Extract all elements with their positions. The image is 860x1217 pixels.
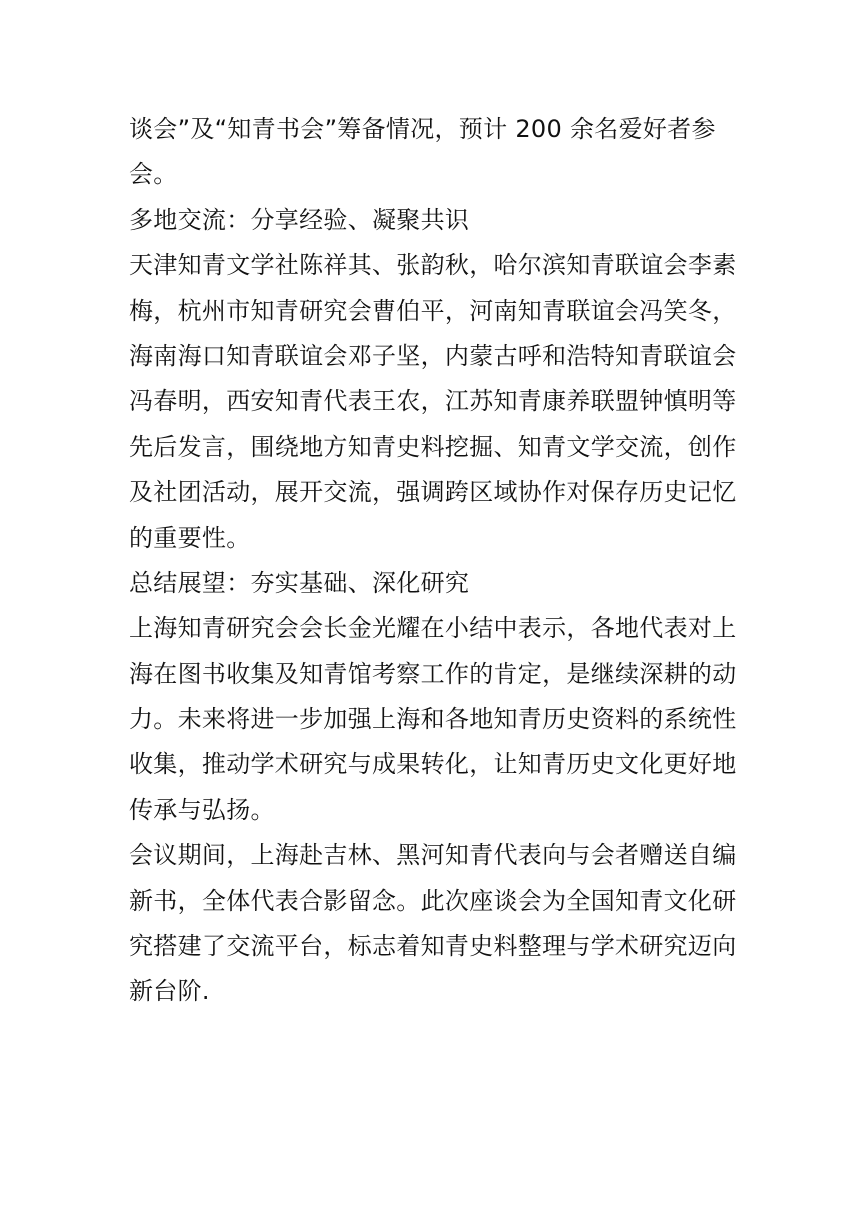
intro-line: 谈会”及“知青书会”筹备情况，预计 200 余名爱好者参 bbox=[129, 115, 716, 143]
paragraph-line: 天津知青文学社陈祥其、张韵秋，哈尔滨知青联谊会李素 bbox=[129, 251, 737, 280]
intro-line: 会。 bbox=[129, 160, 178, 189]
section-heading-outlook: 总结展望：夯实基础、深化研究 bbox=[129, 568, 470, 597]
paragraph-line: 上海知青研究会会长金光耀在小结中表示，各地代表对上 bbox=[129, 614, 737, 643]
closing-line: 会议期间，上海赴吉林、黑河知青代表向与会者赠送自编 bbox=[129, 841, 737, 870]
closing-line: 新书，全体代表合影留念。此次座谈会为全国知青文化研 bbox=[129, 886, 737, 915]
paragraph-line: 及社团活动，展开交流，强调跨区域协作对保存历史记忆 bbox=[129, 478, 737, 507]
paragraph-line: 梅，杭州市知青研究会曹伯平，河南知青联谊会冯笑冬， bbox=[129, 296, 737, 325]
paragraph-line: 收集，推动学术研究与成果转化，让知青历史文化更好地 bbox=[129, 750, 737, 779]
paragraph-line: 的重要性。 bbox=[129, 523, 251, 552]
paragraph-line: 先后发言，围绕地方知青史料挖掘、知青文学交流，创作 bbox=[129, 432, 737, 461]
section-heading-exchange: 多地交流：分享经验、凝聚共识 bbox=[129, 205, 470, 234]
paragraph-line: 力。未来将进一步加强上海和各地知青历史资料的系统性 bbox=[129, 705, 737, 734]
closing-line: 究搭建了交流平台，标志着知青史料整理与学术研究迈向 bbox=[129, 932, 737, 961]
article-body bbox=[129, 107, 737, 1015]
paragraph-line: 海南海口知青联谊会邓子坚，内蒙古呼和浩特知青联谊会 bbox=[129, 341, 737, 370]
paragraph-line: 传承与弘扬。 bbox=[129, 795, 275, 824]
paragraph-line: 海在图书收集及知青馆考察工作的肯定，是继续深耕的动 bbox=[129, 659, 737, 688]
closing-line: 新台阶. bbox=[129, 977, 210, 1006]
paragraph-line: 冯春明，西安知青代表王农，江苏知青康养联盟钟慎明等 bbox=[129, 387, 737, 416]
